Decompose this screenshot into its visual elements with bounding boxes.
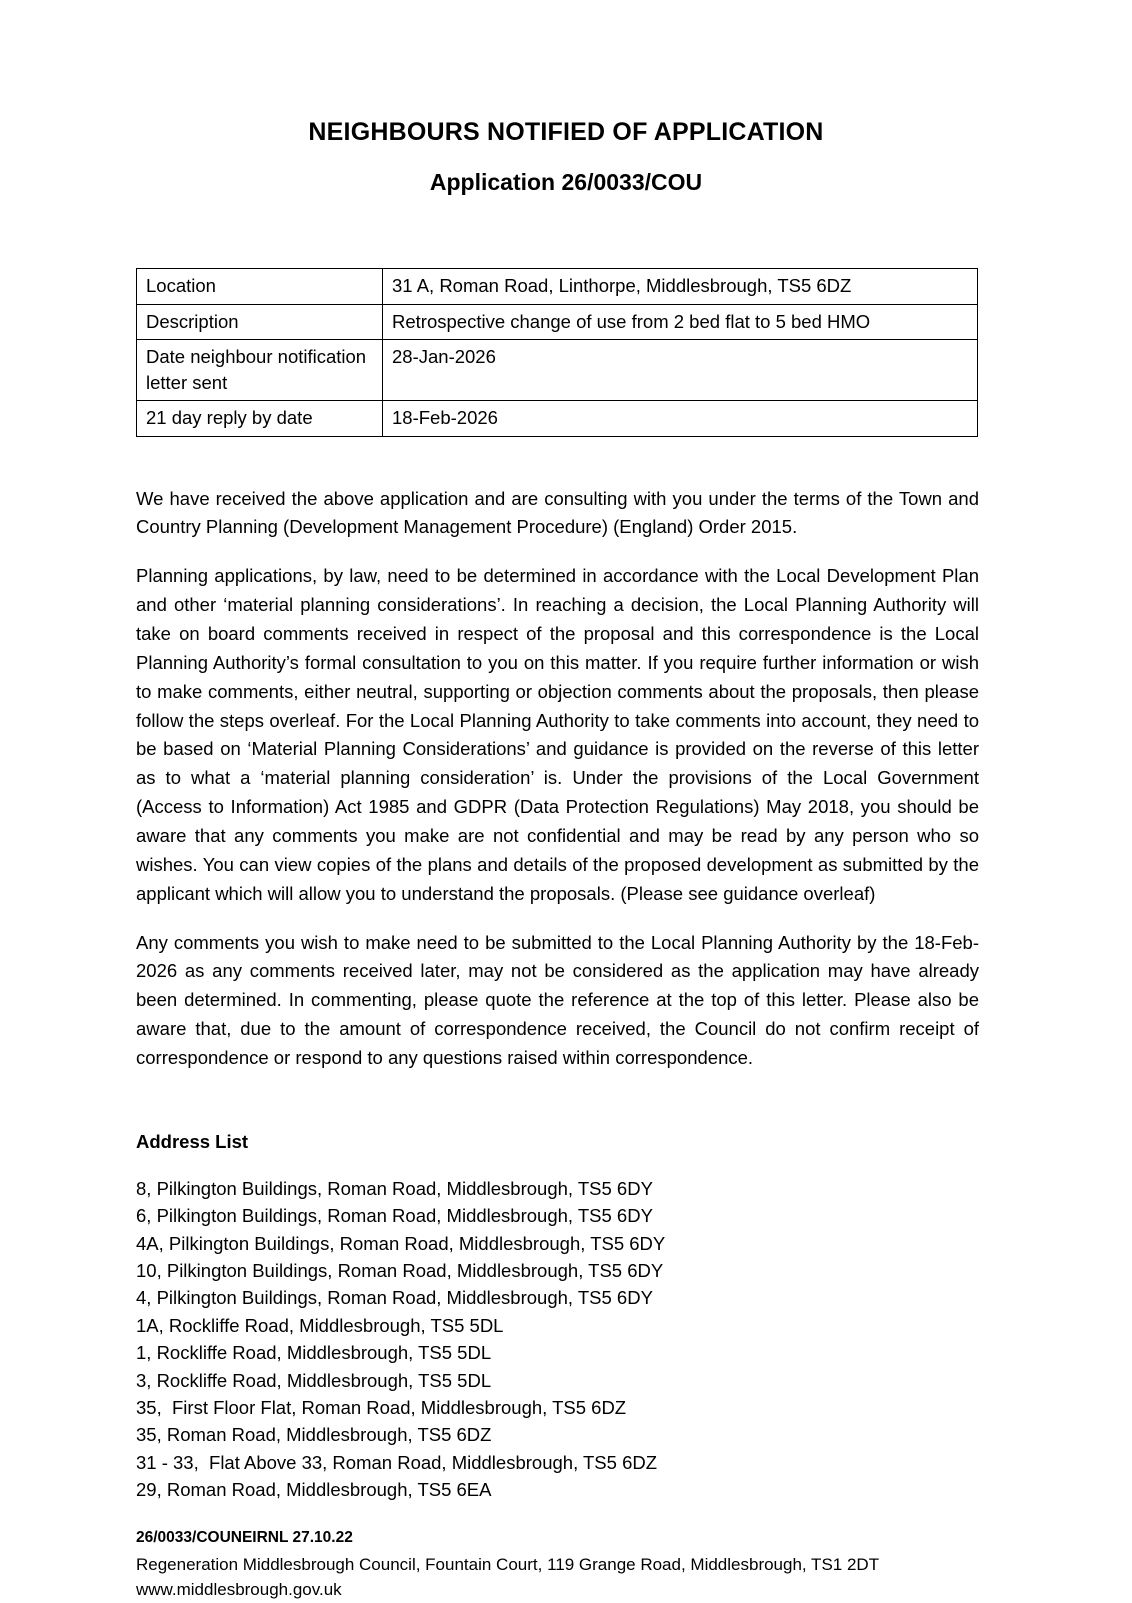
list-item: 31 - 33, Flat Above 33, Roman Road, Middlesbrough, TS5 6DZ [136, 1451, 658, 1473]
application-reference-heading: Application 26/0033/COU [429, 169, 703, 195]
list-item: 35, Roman Road, Middlesbrough, TS5 6DZ [136, 1424, 492, 1446]
table-row [137, 340, 978, 401]
body-paragraph-comments-deadline: Any comments you wish to make need to be submitted to the Local Planning Authority by the 18-Feb-2026 as any comments received later, may not be considered as the application may have already been determined. In commenting, please quote the reference at the top of this letter. Please also be aware that, due to the amount of correspondence received, the Council do not confirm receipt of correspondence or respond to any questions raised within correspondence. [136, 931, 979, 1069]
list-item: 3, Rockliffe Road, Middlesbrough, TS5 5DL [136, 1369, 492, 1391]
list-item: 4, Pilkington Buildings, Roman Road, Middlesbrough, TS5 6DY [136, 1287, 653, 1309]
detail-value-reply-by: 18-Feb-2026 [383, 401, 978, 437]
list-item: 4A, Pilkington Buildings, Roman Road, Middlesbrough, TS5 6DY [136, 1232, 666, 1254]
address-list-heading: Address List [136, 1130, 249, 1152]
detail-label-letter-sent: Date neighbour notification letter sent [137, 340, 383, 401]
list-item: 10, Pilkington Buildings, Roman Road, Middlesbrough, TS5 6DY [136, 1260, 664, 1282]
footer-website: www.middlesbrough.gov.uk [136, 1580, 342, 1600]
table-row [137, 304, 978, 340]
table-row [137, 269, 978, 305]
address-list [136, 1175, 996, 1504]
list-item: 29, Roman Road, Middlesbrough, TS5 6EA [136, 1479, 492, 1501]
table-row [137, 401, 978, 437]
footer-council-address: Regeneration Middlesbrough Council, Fountain Court, 119 Grange Road, Middlesbrough, TS1 2DT [136, 1555, 880, 1575]
body-paragraph-material-considerations: Planning applications, by law, need to be determined in accordance with the Local Development Plan and other ‘material planning considerations’. In reaching a decision, the Local Planning Authority will take on board comments received in respect of the proposal and this correspondence is the Local Planning Authority’s formal consultation to you on this matter. If you require further information or wish to make comments, either neutral, supporting or objection comments about the proposals, then please follow the steps overleaf. For the Local Planning Authority to take comments into account, they need to be based on ‘Material Planning Considerations’ and guidance is provided on the reverse of this letter as to what a ‘material planning consideration’ is. Under the provisions of the Local Government (Access to Information) Act 1985 and GDPR (Data Protection Regulations) May 2018, you should be aware that any comments you make are not confidential and may be read by any person who so wishes. You can view copies of the plans and details of the proposed development as submitted by the applicant which will allow you to understand the proposals. (Please see guidance overleaf) [136, 565, 979, 904]
list-item: 6, Pilkington Buildings, Roman Road, Middlesbrough, TS5 6DY [136, 1205, 653, 1227]
body-paragraph-consultation: We have received the above application and are consulting with you under the terms of the Town and Country Planning (Development Management Procedure) (England) Order 2015. [136, 487, 979, 538]
detail-label-reply-by: 21 day reply by date [137, 401, 383, 437]
list-item: 8, Pilkington Buildings, Roman Road, Middlesbrough, TS5 6DY [136, 1177, 653, 1199]
page-title: NEIGHBOURS NOTIFIED OF APPLICATION [308, 118, 824, 146]
list-item: 35, First Floor Flat, Roman Road, Middlesbrough, TS5 6DZ [136, 1396, 627, 1418]
detail-value-location: 31 A, Roman Road, Linthorpe, Middlesbrough, TS5 6DZ [383, 269, 978, 305]
detail-value-letter-sent: 28-Jan-2026 [383, 340, 978, 401]
list-item: 1, Rockliffe Road, Middlesbrough, TS5 5DL [136, 1342, 492, 1364]
page-footer [136, 1529, 996, 1602]
footer-reference: 26/0033/COUNEIRNL 27.10.22 [136, 1529, 353, 1547]
detail-label-location: Location [137, 269, 383, 305]
list-item: 1A, Rockliffe Road, Middlesbrough, TS5 5DL [136, 1314, 504, 1336]
detail-value-description: Retrospective change of use from 2 bed flat to 5 bed HMO [383, 304, 978, 340]
detail-label-description: Description [137, 304, 383, 340]
application-details-table [136, 268, 978, 437]
